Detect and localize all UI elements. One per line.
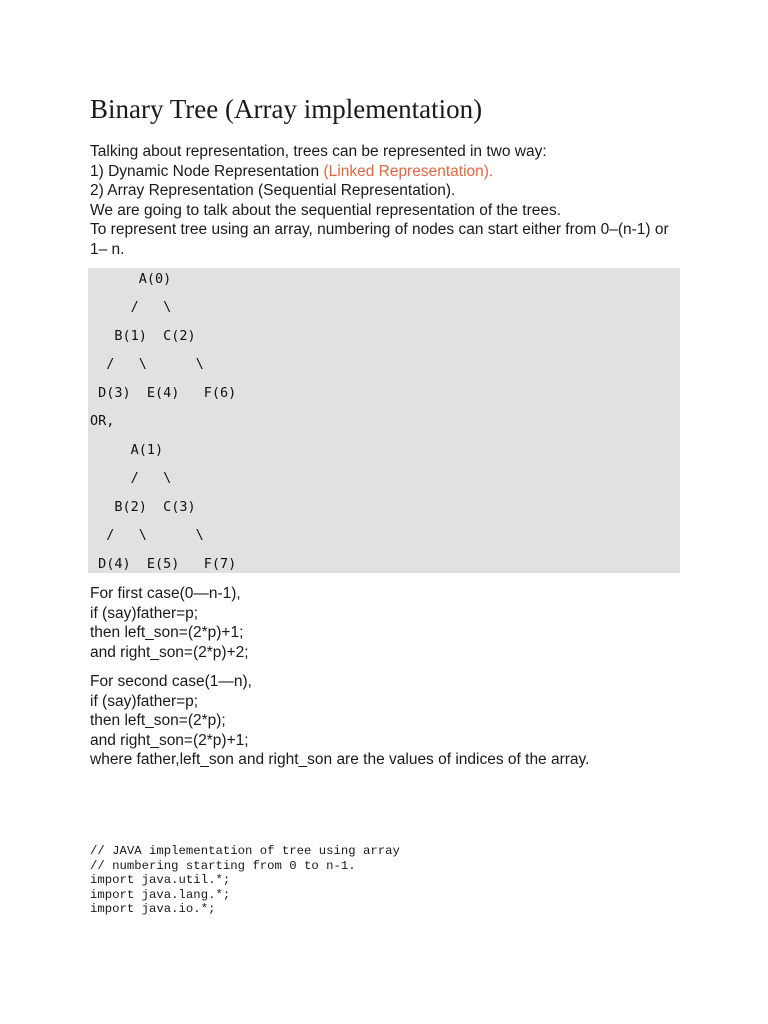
tree-diagram-block — [88, 268, 680, 573]
intro-line: To represent tree using an array, numbering of nodes can start either from 0–(n-1) or 1– n. — [90, 221, 669, 258]
first-case-paragraph — [90, 584, 249, 662]
tree-diagram-line: A(0) — [90, 271, 172, 287]
intro-line: Talking about representation, trees can be represented in two way: — [90, 143, 547, 160]
tree-diagram-line: B(2) C(3) — [90, 499, 196, 515]
intro-line: 2) Array Representation (Sequential Representation). — [90, 182, 456, 199]
second-case-line: and right_son=(2*p)+1; — [90, 731, 249, 749]
tree-diagram-line: D(4) E(5) F(7) — [90, 556, 237, 572]
intro-line — [90, 162, 680, 182]
intro-line: We are going to talk about the sequential representation of the trees. — [90, 201, 562, 219]
linked-representation-highlight: (Linked Representation). — [323, 162, 494, 180]
second-case-line: then left_son=(2*p); — [90, 712, 226, 729]
intro-line-text: 1) Dynamic Node Representation — [90, 162, 324, 180]
tree-diagram-line: A(1) — [90, 442, 164, 458]
second-case-line: For second case(1—n), — [90, 673, 252, 690]
tree-diagram-line: / \ — [90, 299, 172, 315]
java-code-line: // numbering starting from 0 to n-1. — [90, 858, 356, 873]
first-case-line: if (say)father=p; — [90, 604, 199, 622]
first-case-line: and right_son=(2*p)+2; — [90, 643, 249, 661]
tree-diagram-line: B(1) C(2) — [90, 328, 196, 344]
second-case-line: where father,left_son and right_son are the values of indices of the array. — [90, 751, 590, 768]
tree-diagram-line: / \ — [90, 470, 172, 486]
second-case-line: if (say)father=p; — [90, 692, 199, 710]
java-code-line: import java.io.*; — [90, 902, 216, 916]
page-title: Binary Tree (Array implementation) — [90, 94, 483, 124]
java-code-line: // JAVA implementation of tree using array — [90, 844, 400, 858]
first-case-line: then left_son=(2*p)+1; — [90, 624, 244, 641]
tree-diagram-line: / \ \ — [90, 356, 204, 372]
java-code-block — [90, 844, 400, 917]
tree-diagram-line: D(3) E(4) F(6) — [90, 385, 237, 401]
java-code-line: import java.lang.*; — [90, 887, 231, 902]
tree-diagram-line: / \ \ — [90, 527, 204, 543]
tree-diagram-separator: OR, — [90, 413, 115, 429]
intro-paragraph — [90, 142, 680, 259]
java-code-line: import java.util.*; — [90, 873, 231, 887]
first-case-line: For first case(0—n-1), — [90, 585, 241, 602]
second-case-paragraph — [90, 672, 589, 770]
